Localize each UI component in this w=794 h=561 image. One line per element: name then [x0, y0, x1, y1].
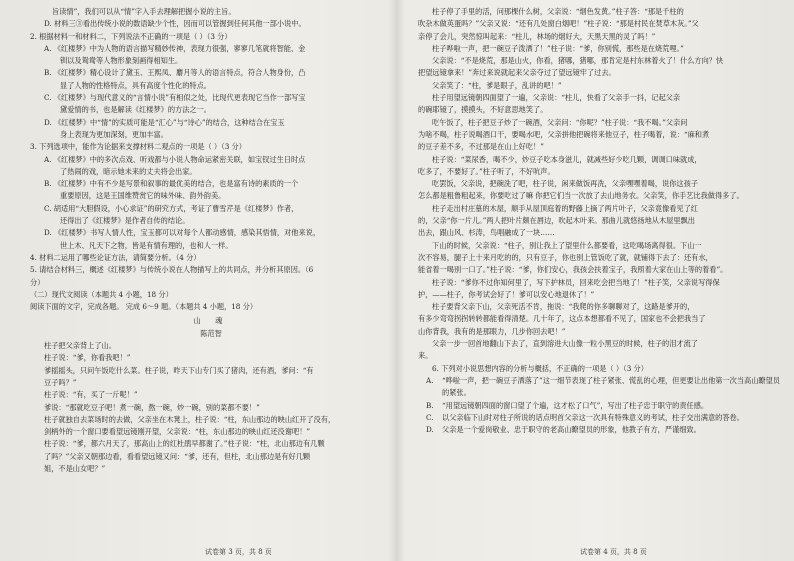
text-line: 为啥不喝，柱子说喝酒口干，要喝水吧，父亲拼他把碗将来他豆子，柱子喝着，说：“麻和煮	[418, 129, 710, 139]
text-line: 出去，跟山风、杉涛，鸟唱融成了一块……	[418, 228, 555, 238]
text-line: 能省着一喝别一口了。”柱子说：“爹，你们安心，我孩会扶着宝子，我照着大家在山上等的着看”。	[418, 265, 728, 275]
text-line: 柱子说：“爹，你看我吧！”	[44, 353, 131, 363]
text-line: 父亲一步一回首地翻山下去了，直到溶进大山像一粒小黑豆的时候，柱子的泪才流了	[432, 339, 698, 349]
text-line: 3. 下列选项中，能作为论据来支撑材料二观点的一项是（ ）（3 分）	[30, 142, 246, 152]
text-line: B. 《红楼梦》精心设计了黛玉、王熙凤、麝月等人的语言特点，符合人物身份，凸	[44, 68, 306, 78]
answer-option	[418, 412, 780, 424]
text-line: 还得出了《红楼梦》是作者自传的结论。	[60, 216, 190, 226]
text-line: 有多少弯弯拐拐转转都能看得清楚。几十年了，这点本想都看不见了，国家也不会把我当了	[418, 314, 706, 324]
option-text: “哗啦一声，把一碗豆子洒落了”这一细节表现了柱子紧张、慌乱的心理，但更要让出他第一次当高山瞭望员的紧张。	[442, 375, 780, 398]
text-line: 6. 下列对小说思想内容的分析与概括，不正确的一项是（ ）（3 分）	[432, 363, 648, 373]
option-key: D.	[426, 425, 434, 435]
text-line: 来。	[418, 351, 433, 361]
text-line: 怎么都是粗鲁粗起来，你要吃过了嘛 你把它们当一次放了去山地务农。父亲笑，你手艺比我做得多了。	[418, 191, 744, 201]
text-line: 吃罢饭，父亲说，把碗洗了吧，柱子说，闲来做饭再洗，父亲嘿嘿着喝，说你这孩子	[432, 179, 698, 189]
text-line: 爹说：“那就吃豆子吧！煮一碗，熬一碗，炒一碗，别的菜都不要！”	[44, 402, 260, 412]
text-line: 柱子哗啦一声，把一碗豆子泼洒了！”柱子说：“爹，你别慌，那些是在烧荒哩。”	[432, 43, 684, 53]
text-line: B. 《红楼梦》中有不少是写景和叙事的最优美的结合，也是富有诗的素质的一个	[44, 179, 299, 189]
text-line: 阅读下面的文字，完成各题。 完成 6～9 题。（本题共 4 小题，18 分）	[30, 302, 258, 312]
text-line: 身上表现为更加深刻，更加丰富。	[60, 129, 168, 139]
text-line: 世上木、凡天下之物，皆是有情有理的，也和人一样。	[60, 240, 233, 250]
right-page	[418, 6, 780, 551]
text-line: 柱子说：“菜尿香，喝不少，炒豆子吃本身滋儿，就减些好少吃几颗，调调口味就成，	[432, 154, 702, 164]
text-line: 4. 材料二运用了哪些论证方法，请简要分析。（4 分）	[30, 252, 201, 262]
text-line: 吃多了，不要好了。”柱子听了，不好吭声。	[418, 166, 555, 176]
text-line: 柱子用望远镜朝四面望了一遍，父亲说：“柱儿，快看了父亲手一抖，记起父亲	[432, 93, 681, 103]
text-line: C. 胡适用“大胆假设，小心求证”的研究方式，考证了曹雪芹是《红楼梦》作者，	[44, 203, 299, 213]
text-line: A. 《红楼梦》中的多次点戏、听戏都与小说人物命运紧密关联，如宝钗过生日时点	[44, 154, 306, 164]
text-line: 了热闹的戏，暗示她未来的丈夫将会出家。	[60, 166, 197, 176]
text-line: 亲停了会儿，突然惊叫起来：“柱儿，林场的烟好大，天黑天黑的灵了吗！”	[418, 31, 656, 41]
option-text: 父亲是一个爱岗敬业、忠于职守的老高山瞭望员的形象，他教子有方，严谨细致。	[442, 425, 701, 435]
story-title: 山 魂	[193, 316, 229, 326]
text-line: 柱子就独自去菜场时的去做，父亲坐在木凳上，柱子说：“柱，东山那边的映山红开了没有，	[44, 414, 336, 424]
text-line: 的碗耶镜了，摸摸头，不好意思地笑了。	[418, 105, 548, 115]
text-line: 旨读情”，我们可以从“情”字入手去理解把握小说的主旨。	[52, 7, 236, 16]
text-line: 显了人物的性格特点，具有高度个性化的特点。	[60, 80, 211, 90]
text-line: 吃午饭了，柱子把豆子炒了一碗酒，父亲问：“你呢？”柱子说：“我不喝。”父亲问	[432, 117, 688, 127]
option-text: 以父亲临下山时对柱子所说的话点明首父亲这一次具有特殊意义的考试，柱子交出满意的答卷。	[442, 412, 744, 422]
text-line: 吹杂木做英蛋吗？”父亲又说：“还有几处窗白烟吧！”柱子说：“那是村民在焚草木灰。”父	[418, 19, 699, 29]
text-line: 次不容易，腿子上十来月吃的的，只有豆子，你也别上管饭吃了就，就铺得下去了：还有水，	[418, 252, 713, 262]
text-line: 山你背我，我有的是那眼力，几步你回去吧！”	[418, 326, 566, 336]
text-line: 剑柄外的一个窗口要看望远镜刚开望，父亲说：“柱，东山那边的映山红还没谢吧！”	[44, 427, 311, 437]
option-key: C.	[426, 412, 434, 422]
text-line: 了吗？”父亲又朝那边看，看看望远镜又问：“爹，还有，但柱，北山那边是有好几颗	[44, 451, 311, 461]
story-author: 陈范智	[200, 328, 222, 338]
left-page	[30, 6, 392, 551]
answer-option	[418, 424, 780, 436]
text-line: 柱子停了手里的活，问那棵什么树，父亲说：“烟色发黄。”柱子答：“那是千柱的	[432, 7, 684, 16]
text-line: 柱子说：“有，买了一斤呢！”	[44, 390, 138, 400]
text-line: 豆子吗？”	[44, 377, 77, 387]
text-line: D. 材料三③看出传统小说的数语缺少个性，因而可以管握到任何其他一部小说中。	[44, 19, 306, 29]
text-line: （二）现代文阅读（本题共 4 小题，18 分）	[30, 289, 173, 299]
text-line: 护，——柱子，你考试会好了！爹可以安心地退休了！”	[418, 289, 595, 299]
text-line: 的豆子差不多，不过那是在山上好吃！”	[418, 142, 544, 152]
option-key: B.	[426, 400, 434, 410]
right-page-footer: 试卷第 4 页，共 8 页	[580, 548, 647, 556]
answer-option	[418, 375, 780, 400]
text-line: A. 《红楼梦》中为人物的语言描写精妙传神，表现力很强，寥寥几笔就将智能、金	[44, 43, 306, 53]
text-line: 把望远镜拿来！”奔过来说就起来父亲夺过了望远镜牢了过去。	[418, 68, 616, 78]
text-line: D. 《红楼梦》中“情”的实质可能是“汇心”与“诗心”的结合，这种结合在宝玉	[44, 117, 285, 127]
text-line: 分）	[30, 277, 45, 287]
text-line: 钏以及鸳鸯等人物形象刻画得相知生。	[60, 56, 183, 66]
text-line: 柱子说：“爹，都六月天了，那高山上的红杜鹃早都谢了。”柱子说：“柱，北山那边有几颗	[44, 439, 325, 449]
text-line: 2. 根据材料一和材料二，下列说法不正确的一项是（ ）（3 分）	[30, 31, 232, 41]
left-page-footer: 试卷第 3 页，共 8 页	[205, 548, 272, 556]
text-line: 重要原因，这是王国维赞赏它的味外味、韵外韵美。	[60, 191, 226, 201]
text-line: 柱子说：“爹你不过你知何里了，写下护林员，回来吃会把当地了！”柱子笑，父亲说写得保	[432, 277, 720, 287]
answer-option	[418, 400, 780, 412]
text-line: 姐，不是山女吧？”	[44, 463, 106, 473]
text-line: 父亲说：“不是烧荒，那是山火，你看，猪哪，猪哪，那肯定是村东林着火了！什么方向？快	[432, 56, 724, 66]
option-key: A.	[426, 375, 434, 385]
text-line: 柱子把父亲背上了山。	[44, 341, 116, 351]
text-line: 黛爱情的书，也是解读《红楼梦》的方法之一。	[60, 105, 211, 115]
text-line: 父亲笑了：“柱，爹是眼子，乱讲的吧！”	[432, 80, 562, 90]
text-line: 爹摇摇头，只问午饭吃什么菜。柱子说，昨天下山专门买了猪肉，还有酒，爹问：“有	[44, 365, 314, 375]
text-line: 的，父亲“你一片儿。”两人把叶片颇在唇边，吹起木叶来。那曲儿就悠扬地从木屋里飘出	[418, 216, 695, 226]
text-line: C. 《红楼梦》与现代意义的“言情小说”有相似之处，比现代更表现它当作一部写宝	[44, 93, 306, 103]
text-line: 柱子要背父亲下山，父亲死活不肯，拖说：“我爬的你多聊聊对了，这路是爹开的，	[432, 302, 695, 312]
text-line: 5. 请结合材料三，概述《红楼梦》与传统小说在人物描写上的共同点，并分析其原因。（6	[30, 265, 314, 275]
text-line: 下山的时候，父亲说：“柱子，别让我上了望里什么都要看，这吃喝场离得很。下山一	[432, 240, 702, 250]
text-line: 柱子走出村庄墓的木屋，顺手从屋顶庭着的野藤上摘了两片叶子，父亲竟像看见了红	[432, 203, 698, 213]
option-text: “用望远镜朝四面的窗口望了个遍，这才松了口气”，写出了柱子忠于职守的责任感。	[442, 400, 709, 410]
text-line: D. 《红楼梦》书写人情人性，宝玉都可以对每个人都动感情，感染其悟情，对他来说，	[44, 228, 321, 238]
